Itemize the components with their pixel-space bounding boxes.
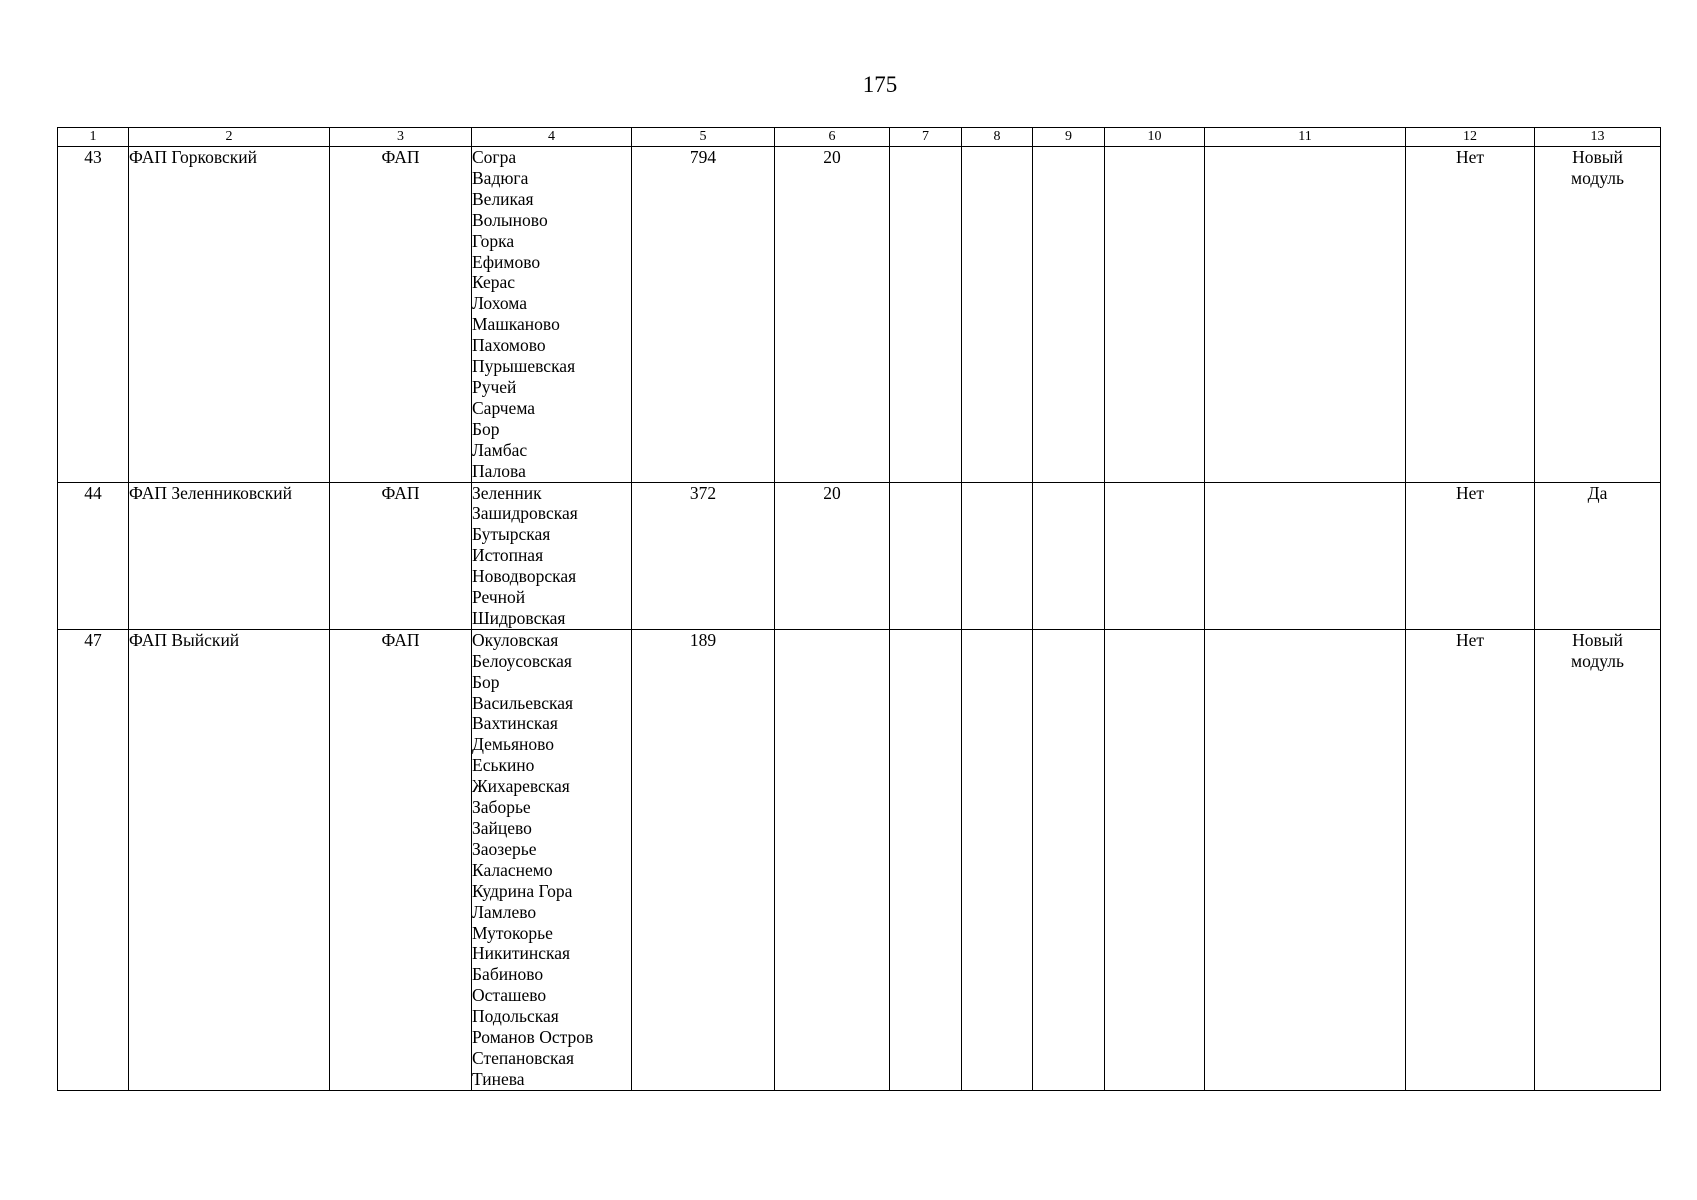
column-header: 11 [1205,128,1406,147]
settlement-name: Сарчема [472,397,536,418]
settlements-cell [472,147,632,483]
cell-col-13-text: Новый модуль [1571,629,1624,671]
settlement-name: Ефимово [472,251,541,272]
settlement-name: Бутырская [472,524,551,545]
settlement-name: Жихаревская [472,776,570,797]
settlement-name: Зеленник [472,482,542,503]
settlement-name: Горка [472,230,515,251]
cell-col-10 [1105,482,1205,629]
settlement-name: Вадюга [472,167,529,188]
table-row [58,147,1661,483]
cell-col-13-text: Да [1587,482,1608,503]
settlement-name: Белоусовская [472,650,572,671]
column-header: 1 [58,128,129,147]
settlement-name: Осташево [472,985,547,1006]
column-header: 7 [890,128,962,147]
settlement-name: Бор [472,671,500,692]
settlement-name: Васильевская [472,692,574,713]
settlement-name: Бабиново [472,964,544,985]
settlement-name: Заборье [472,797,531,818]
settlement-name: Речной [472,587,526,608]
column-header: 9 [1033,128,1105,147]
settlement-name: Машканово [472,314,560,335]
settlement-name: Согра [472,147,517,167]
settlement-name: Зайцево [472,818,532,838]
settlement-name: Романов Остров [472,1027,594,1048]
settlement-name: Никитинская [472,943,571,964]
distance [775,629,890,1090]
column-header: 2 [129,128,330,147]
settlement-name: Лохома [472,293,527,314]
settlement-list [472,483,631,629]
settlement-name: Керас [472,272,516,293]
settlement-name: Истопная [472,545,544,566]
cell-col-12: Нет [1406,629,1535,1090]
cell-col-13 [1535,147,1661,483]
cell-col-9 [1033,147,1105,483]
row-number: 43 [58,147,129,483]
column-header: 6 [775,128,890,147]
settlement-name: Ручей [472,376,517,397]
settlement-name: Новодворская [472,566,577,587]
table-row [58,482,1661,629]
facility-type: ФАП [330,629,472,1090]
cell-col-8 [962,482,1033,629]
cell-col-11 [1205,629,1406,1090]
cell-col-10 [1105,147,1205,483]
settlement-name: Мутокорье [472,922,553,943]
cell-col-11 [1205,482,1406,629]
settlement-name: Демьяново [472,734,555,755]
settlement-name: Зашидровская [472,503,578,524]
cell-col-13 [1535,482,1661,629]
cell-col-7 [890,482,962,629]
distance: 20 [775,482,890,629]
population: 794 [632,147,775,483]
settlement-name: Еськино [472,755,535,776]
settlement-name: Волыново [472,209,548,230]
settlement-name: Вахтинская [472,713,558,734]
settlement-name: Окуловская [472,629,559,650]
row-number: 44 [58,482,129,629]
population: 372 [632,482,775,629]
settlement-name: Степановская [472,1047,575,1068]
settlement-name: Великая [472,188,534,209]
column-header: 4 [472,128,632,147]
settlement-name: Бор [472,418,500,439]
facilities-table [57,127,1661,1091]
settlement-name: Заозерье [472,838,537,859]
cell-col-9 [1033,629,1105,1090]
cell-col-13-text: Новый модуль [1571,147,1624,188]
facility-name: ФАП Выйский [129,629,330,1090]
settlements-cell [472,482,632,629]
settlement-name: Подольская [472,1006,559,1027]
cell-col-7 [890,147,962,483]
settlement-list [472,147,631,482]
settlement-name: Тинева [472,1068,525,1089]
table-row [58,629,1661,1090]
settlement-name: Шидровская [472,607,566,628]
column-header: 13 [1535,128,1661,147]
settlement-name: Пахомово [472,335,546,356]
cell-col-9 [1033,482,1105,629]
column-header: 8 [962,128,1033,147]
cell-col-7 [890,629,962,1090]
settlement-name: Палова [472,460,526,481]
cell-col-10 [1105,629,1205,1090]
facility-name: ФАП Горковский [129,147,330,483]
column-number-row [58,128,1661,147]
facility-name: ФАП Зеленниковский [129,482,330,629]
column-header: 10 [1105,128,1205,147]
cell-col-13 [1535,629,1661,1090]
settlement-name: Кудрина Гора [472,880,573,901]
population: 189 [632,629,775,1090]
page-number: 175 [862,72,898,97]
settlements-cell [472,629,632,1090]
cell-col-12: Нет [1406,482,1535,629]
settlement-name: Каласнемо [472,859,553,880]
cell-col-11 [1205,147,1406,483]
facility-type: ФАП [330,482,472,629]
facility-type: ФАП [330,147,472,483]
distance: 20 [775,147,890,483]
settlement-name: Ламлево [472,901,537,922]
cell-col-12: Нет [1406,147,1535,483]
settlement-name: Ламбас [472,439,528,460]
settlement-list [472,630,631,1090]
column-header: 12 [1406,128,1535,147]
column-header: 5 [632,128,775,147]
settlement-name: Пурышевская [472,356,576,377]
cell-col-8 [962,629,1033,1090]
column-header: 3 [330,128,472,147]
row-number: 47 [58,629,129,1090]
cell-col-8 [962,147,1033,483]
